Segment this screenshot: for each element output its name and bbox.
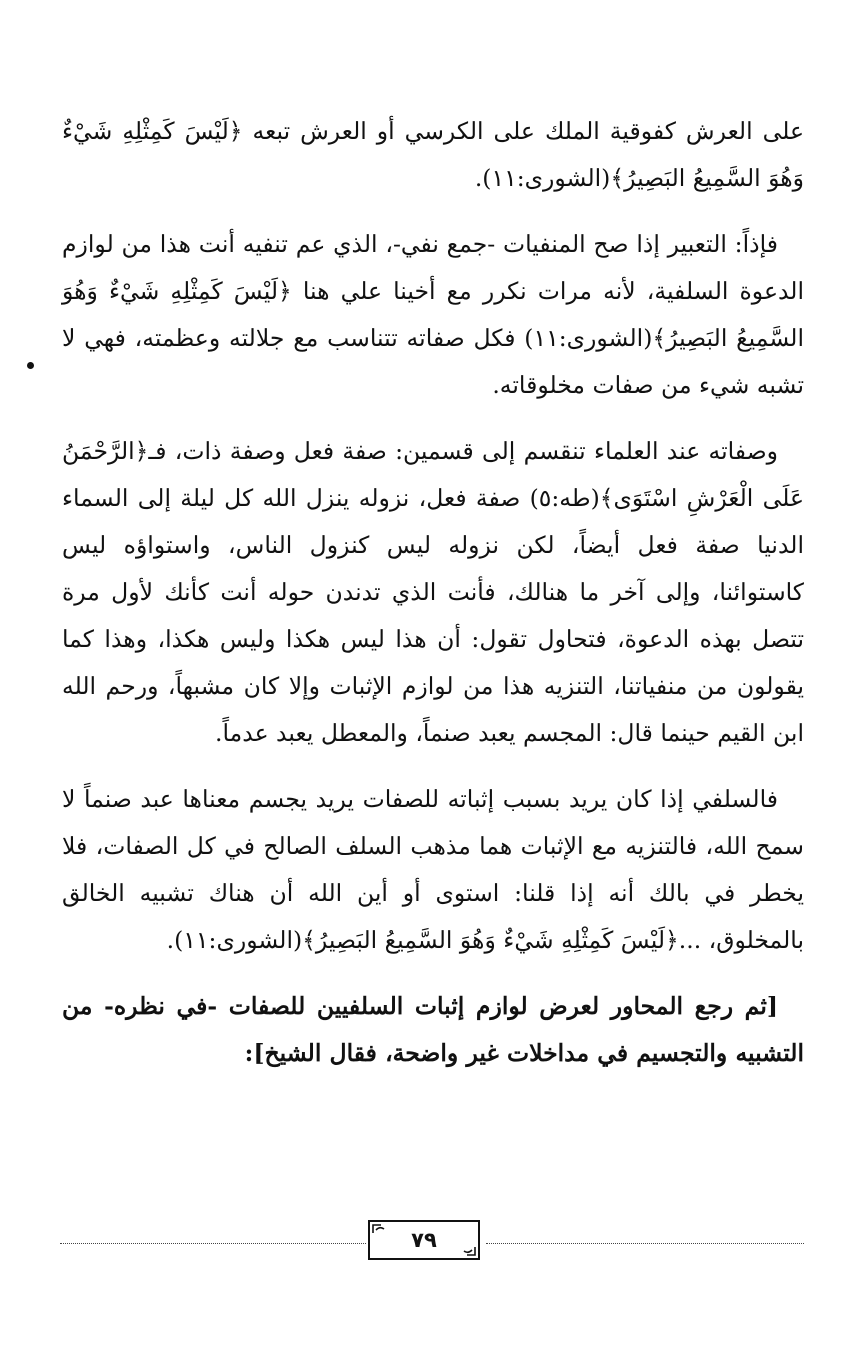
paragraph-1: على العرش كفوقية الملك على الكرسي أو العرش تبعه ﴿لَيْسَ كَمِثْلِهِ شَيْءٌ وَهُوَ السَّمِيعُ البَصِيرُ﴾(الشورى:١١). [62, 117, 804, 192]
footer-dotted-rule-left [60, 1243, 366, 1244]
margin-dot-mark [27, 362, 34, 369]
paragraph-3: وصفاته عند العلماء تنقسم إلى قسمين: صفة فعل وصفة ذات، فـ﴿الرَّحْمَنُ عَلَى الْعَرْشِ اسْتَوَى﴾(طه:٥) صفة فعل، نزوله ينزل الله كل ليلة إلى السماء الدنيا صفة فعل أيضاً، لكن نزوله ليس كنزول الناس، واستواؤه ليس كاستوائنا، وإلى آخر ما هنالك، فأنت الذي تدندن حوله أنت كأنك لأول مرة تتصل بهذه الدعوة، فتحاول تقول: أن هذا ليس هكذا وليس هكذا، وهذا كما يقولون من منفياتنا، التنزيه هذا من لوازم الإثبات وإلا كان مشبهاً، ورحم الله ابن القيم حينما قال: المجسم يعبد صنماً، والمعطل يعبد عدماً. [62, 437, 804, 747]
page-number-frame [368, 1220, 480, 1260]
ornament-icon [372, 1224, 388, 1234]
page-number: ٧٩ [411, 1228, 437, 1252]
paragraph-4: فالسلفي إذا كان يريد بسبب إثباته للصفات يريد يجسم معناها عبد صنماً لا سمح الله، فالتنزيه مع الإثبات هما مذهب السلف الصالح في كل الصفات، فلا يخطر في بالك أنه إذا قلنا: استوى أو أين الله أن هناك تشبيه الخالق بالمخلوق، ...﴿لَيْسَ كَمِثْلِهِ شَيْءٌ وَهُوَ السَّمِيعُ البَصِيرُ﴾(الشورى:١١). [62, 785, 804, 954]
ornament-icon [460, 1246, 476, 1256]
paragraph-5-bracketed-note: [ثم رجع المحاور لعرض لوازم إثبات السلفيين للصفات -في نظره- من التشبيه والتجسيم في مداخلات غير واضحة، فقال الشيخ]: [62, 992, 804, 1067]
page-body [62, 108, 804, 1096]
footer-dotted-rule-right [486, 1243, 804, 1244]
paragraph-2: فإذاً: التعبير إذا صح المنفيات -جمع نفي-، الذي عم تنفيه أنت هذا من لوازم الدعوة السلفية، لأنه مرات نكرر مع أخينا علي هنا ﴿لَيْسَ كَمِثْلِهِ شَيْءٌ وَهُوَ السَّمِيعُ البَصِيرُ﴾(الشورى:١١) فكل صفاته تتناسب مع جلالته وعظمته، فهي لا تشبه شيء من صفات مخلوقاته. [62, 230, 804, 399]
